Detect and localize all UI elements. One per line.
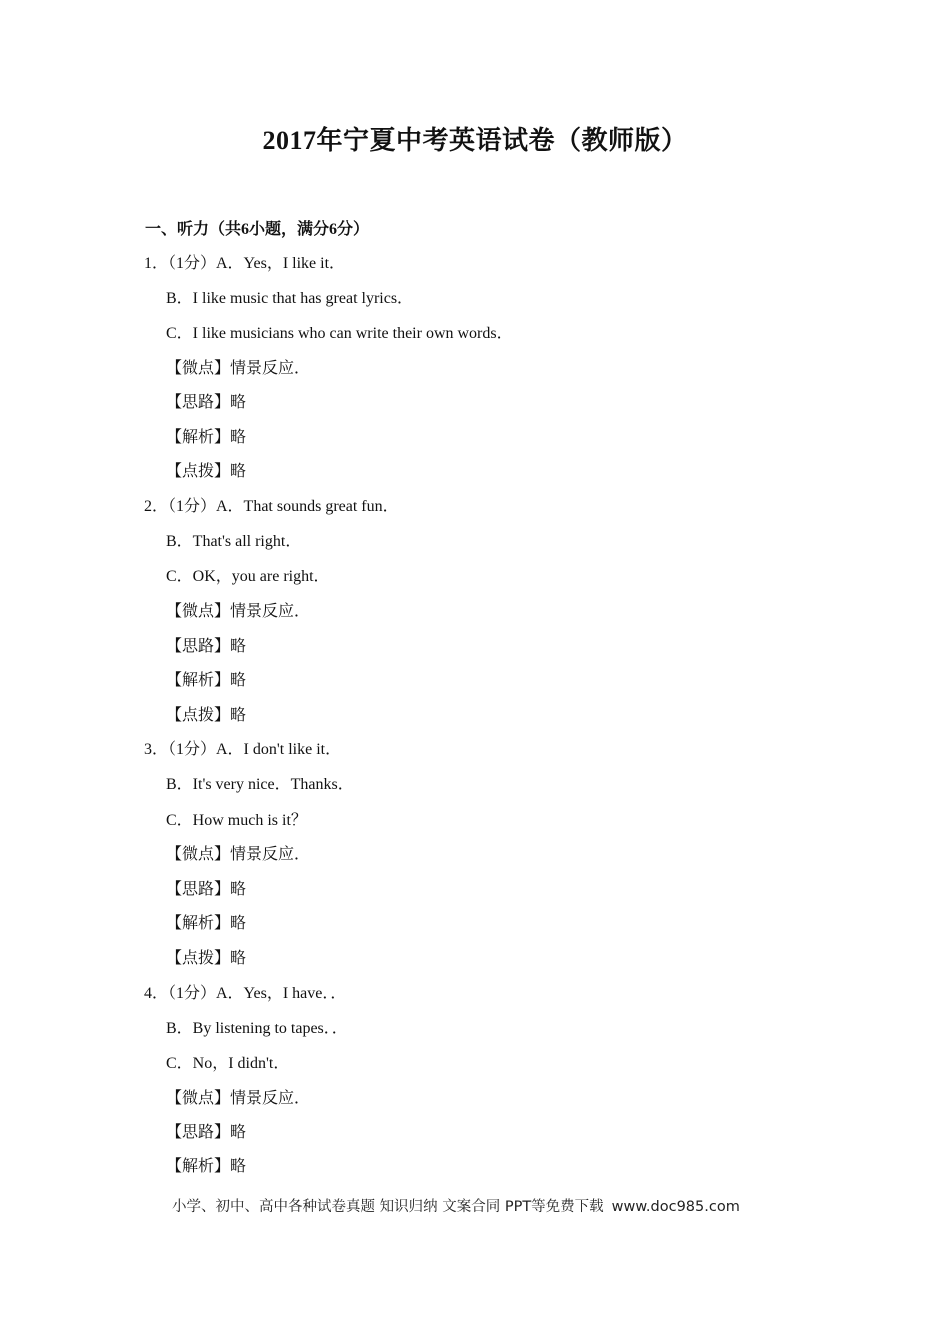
question-4-stem: 4．（1分）A．Yes，I have．．	[144, 985, 347, 1002]
question-3-note-idea: 【思路】略	[166, 881, 247, 898]
question-3-stem: 3．（1分）A．I don't like it．	[144, 741, 342, 758]
question-2-stem: 2．（1分）A．That sounds great fun．	[144, 498, 399, 515]
question-1-note-point: 【微点】情景反应．	[166, 360, 311, 377]
question-3-option-b: B．It's very nice．Thanks．	[166, 776, 354, 793]
question-4-note-point: 【微点】情景反应．	[166, 1090, 311, 1107]
question-1-stem: 1．（1分）A．Yes，I like it．	[144, 255, 346, 272]
question-3-note-point: 【微点】情景反应．	[166, 846, 311, 863]
question-1-note-analysis: 【解析】略	[166, 429, 247, 446]
question-2-note-analysis: 【解析】略	[166, 672, 247, 689]
footer-text: 小学、初中、高中各种试卷真题 知识归纳 文案合同 PPT等免费下载	[172, 1199, 604, 1215]
question-1-option-b: B．I like music that has great lyrics．	[166, 290, 414, 307]
question-3-option-c: C．How much is it？	[166, 812, 307, 829]
question-3-note-analysis: 【解析】略	[166, 915, 247, 932]
question-4-option-c: C．No，I didn't．	[166, 1055, 290, 1072]
document-title: 2017年宁夏中考英语试卷（教师版）	[262, 126, 688, 155]
question-1-note-idea: 【思路】略	[166, 394, 247, 411]
question-2-note-idea: 【思路】略	[166, 638, 247, 655]
question-3-note-tip: 【点拨】略	[166, 950, 247, 967]
page-footer	[172, 1195, 740, 1216]
question-2-note-tip: 【点拨】略	[166, 707, 247, 724]
question-2-option-b: B．That's all right．	[166, 533, 302, 550]
question-4-note-idea: 【思路】略	[166, 1124, 247, 1141]
question-2-note-point: 【微点】情景反应．	[166, 603, 311, 620]
question-4-option-b: B．By listening to tapes．．	[166, 1020, 348, 1037]
question-2-option-c: C．OK，you are right．	[166, 568, 330, 585]
question-1-note-tip: 【点拨】略	[166, 463, 247, 480]
question-4-note-analysis: 【解析】略	[166, 1158, 247, 1175]
footer-url-link[interactable]: www.doc985.com	[611, 1199, 740, 1215]
section-heading-listening: 一、听力（共6小题，满分6分）	[145, 221, 370, 238]
question-1-option-c: C．I like musicians who can write their own words．	[166, 325, 513, 342]
